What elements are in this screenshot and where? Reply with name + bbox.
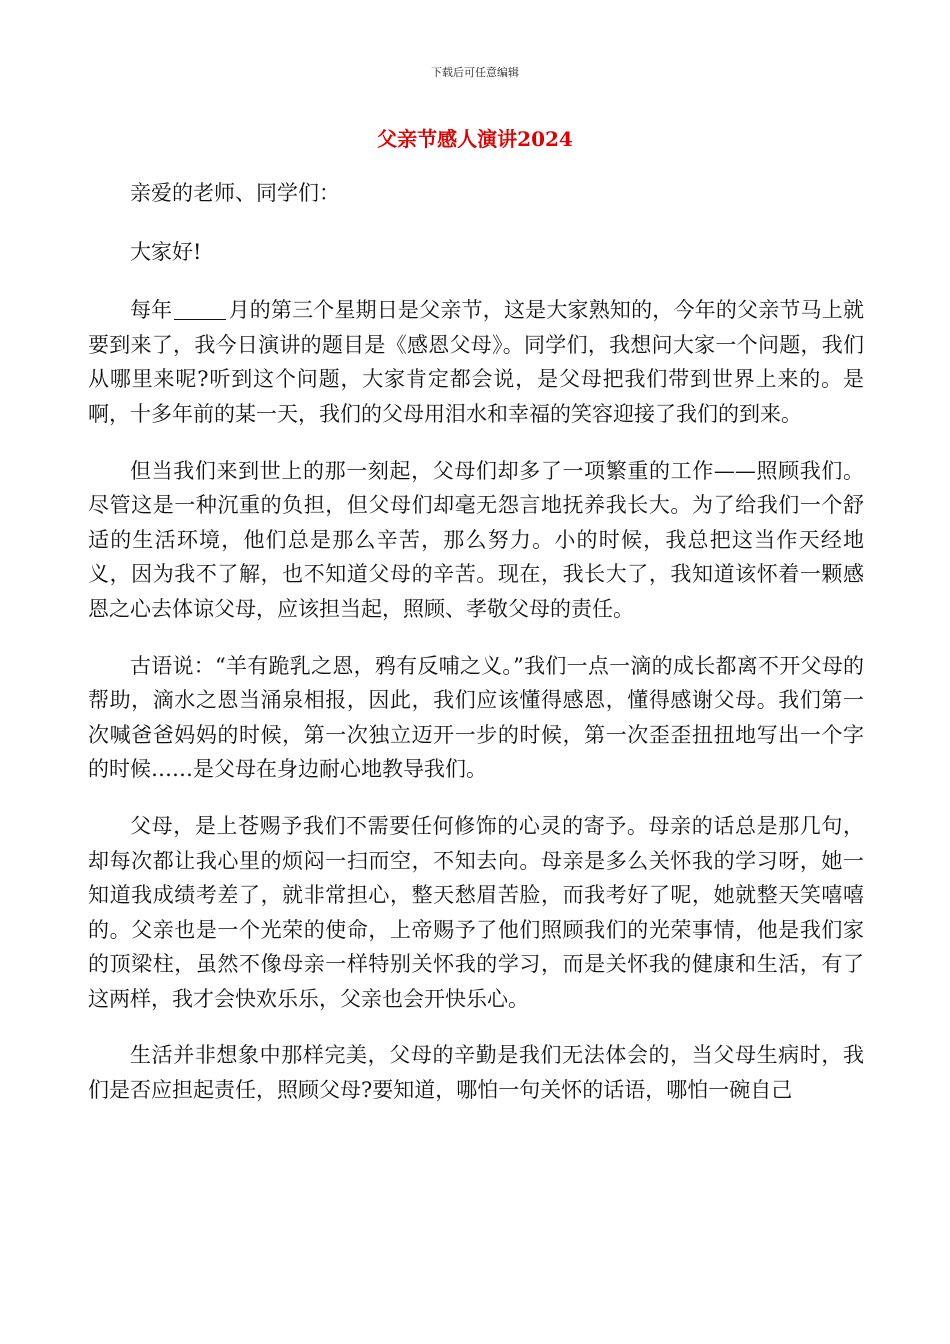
salutation-paragraph: 亲爱的老师、同学们： [130, 181, 340, 205]
document-title: 父亲节感人演讲2024 [377, 127, 573, 151]
paragraph-1 [88, 293, 864, 431]
paragraph-5: 生活并非想象中那样完美，父母的辛勤是我们无法体会的，当父母生病时，我们是否应担起责任，照顾父母?要知道，哪怕一句关怀的话语，哪怕一碗自己 [88, 1043, 864, 1103]
fill-in-blank [174, 298, 226, 320]
document-body [88, 176, 864, 1130]
greeting-paragraph: 大家好! [130, 239, 202, 264]
paragraph-1-start: 每年 [130, 298, 173, 323]
paragraph-1-rest: 月的第三个星期日是父亲节，这是大家熟知的，今年的父亲节马上就要到来了，我今日演讲的题目是《感恩父母》。同学们，我想问大家一个问题，我们从哪里来呢?听到这个问题，大家肯定都会说，是父母把我们带到世界上来的。是啊，十多年前的某一天，我们的父母用泪水和幸福的笑容迎接了我们的到来。 [88, 298, 864, 426]
paragraph-2: 但当我们来到世上的那一刻起，父母们却多了一项繁重的工作——照顾我们。尽管这是一种沉重的负担，但父母们却毫无怨言地抚养我长大。为了给我们一个舒适的生活环境，他们总是那么辛苦，那么努力。小的时候，我总把这当作天经地义，因为我不了解，也不知道父母的辛苦。现在，我长大了，我知道该怀着一颗感恩之心去体谅父母，应该担当起，照顾、孝敬父母的责任。 [88, 458, 864, 621]
page-header-note: 下载后可任意编辑 [431, 66, 519, 79]
paragraph-4: 父母，是上苍赐予我们不需要任何修饰的心灵的寄予。母亲的话总是那几句，却每次都让我心里的烦闷一扫而空，不知去向。母亲是多么关怀我的学习呀，她一知道我成绩考差了，就非常担心，整天愁眉苦脸，而我考好了呢，她就整天笑嘻嘻的。父亲也是一个光荣的使命，上帝赐予了他们照顾我们的光荣事情，他是我们家的顶梁柱，虽然不像母亲一样特别关怀我的学习，而是关怀我的健康和生活，有了这两样，我才会快欢乐乐，父亲也会开快乐心。 [88, 813, 864, 1011]
paragraph-3: 古语说：“羊有跪乳之恩，鸦有反哺之义。”我们一点一滴的成长都离不开父母的帮助，滴水之恩当涌泉相报，因此，我们应该懂得感恩，懂得感谢父母。我们第一次喊爸爸妈妈的时候，第一次独立迈开一步的时候，第一次歪歪扭扭地写出一个字的时候……是父母在身边耐心地教导我们。 [88, 653, 864, 782]
